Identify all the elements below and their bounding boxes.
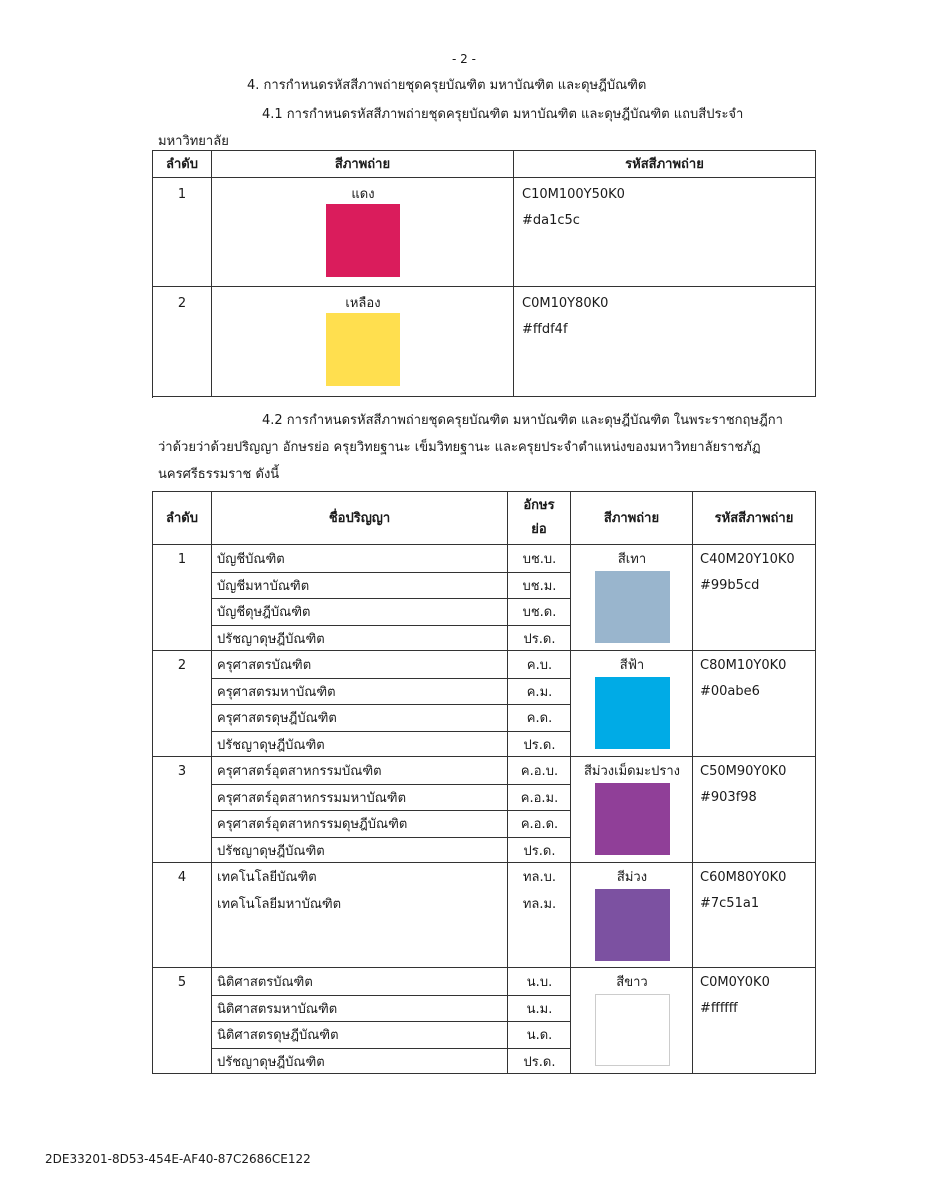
university-color-table bbox=[152, 150, 816, 398]
abbr-divider bbox=[508, 625, 571, 626]
header-no: ลำดับ bbox=[153, 492, 212, 545]
row-number: 5 bbox=[153, 968, 212, 1074]
color-cell bbox=[571, 863, 693, 968]
degree-divider bbox=[212, 704, 508, 705]
color-swatch bbox=[326, 313, 400, 386]
degree-name: ปรัชญาดุษฎีบัณฑิต bbox=[217, 843, 325, 859]
degree-abbr: ปร.ด. bbox=[523, 631, 556, 647]
color-name: เหลือง bbox=[345, 296, 381, 311]
degree-abbr: ค.ด. bbox=[526, 711, 553, 726]
degree-abbr: น.ม. bbox=[526, 1001, 553, 1017]
abbr-divider bbox=[508, 704, 571, 705]
degree-abbr: น.ด. bbox=[526, 1028, 553, 1043]
color-cell bbox=[212, 287, 514, 397]
subsection-4-2-line3: นครศรีธรรมราช ดังนี้ bbox=[158, 467, 280, 482]
row-number: 1 bbox=[153, 545, 212, 651]
cmyk-code: C0M10Y80K0 bbox=[522, 296, 609, 311]
degree-name: ปรัชญาดุษฎีบัณฑิต bbox=[217, 1054, 325, 1070]
degree-divider bbox=[212, 1021, 508, 1022]
cmyk-code: C40M20Y10K0 bbox=[700, 552, 795, 567]
color-swatch bbox=[595, 571, 670, 643]
abbr-divider bbox=[508, 598, 571, 599]
degree-cell bbox=[212, 545, 508, 651]
abbr-divider bbox=[508, 784, 571, 785]
degree-name: ครุศาสตรมหาบัณฑิต bbox=[217, 684, 336, 700]
hex-code: #99b5cd bbox=[700, 578, 760, 593]
degree-abbr: ปร.ด. bbox=[523, 1054, 556, 1070]
header-no: ลำดับ bbox=[153, 151, 212, 178]
degree-name: เทคโนโลยีมหาบัณฑิต bbox=[217, 896, 342, 912]
degree-divider bbox=[212, 731, 508, 732]
degree-name: บัญชีบัณฑิต bbox=[217, 552, 285, 567]
cmyk-code: C60M80Y0K0 bbox=[700, 870, 787, 885]
abbr-divider bbox=[508, 572, 571, 573]
code-cell bbox=[693, 863, 816, 968]
degree-abbr: ปร.ด. bbox=[523, 843, 556, 859]
code-cell bbox=[693, 968, 816, 1074]
degree-divider bbox=[212, 810, 508, 811]
color-swatch bbox=[326, 204, 400, 277]
color-name: สีม่วง bbox=[616, 870, 648, 885]
header-color: สีภาพถ่าย bbox=[571, 492, 693, 545]
degree-divider bbox=[212, 598, 508, 599]
degree-name: ครุศาสตร์อุตสาหกรรมมหาบัณฑิต bbox=[217, 790, 407, 806]
hex-code: #903f98 bbox=[700, 790, 757, 805]
abbr-cell bbox=[508, 863, 571, 968]
abbr-divider bbox=[508, 837, 571, 838]
degree-divider bbox=[212, 837, 508, 838]
degree-name: นิติศาสตรบัณฑิต bbox=[217, 975, 313, 990]
degree-name: บัญชีมหาบัณฑิต bbox=[217, 578, 310, 594]
subsection-4-2-line2: ว่าด้วยว่าด้วยปริญญา อักษรย่อ ครุยวิทยฐานะ เข็มวิทยฐานะ และครุยประจำตำแหน่งของมหาวิทยาลัยราชภัฏ bbox=[158, 440, 761, 455]
abbr-divider bbox=[508, 1021, 571, 1022]
cmyk-code: C80M10Y0K0 bbox=[700, 658, 787, 673]
abbr-cell bbox=[508, 757, 571, 863]
header-abbr bbox=[508, 492, 571, 545]
degree-name: ปรัชญาดุษฎีบัณฑิต bbox=[217, 737, 325, 753]
cmyk-code: C0M0Y0K0 bbox=[700, 975, 770, 990]
degree-abbr: น.บ. bbox=[526, 975, 553, 990]
degree-abbr: บช.ม. bbox=[522, 578, 557, 594]
row-number: 2 bbox=[153, 651, 212, 757]
degree-color-table bbox=[152, 491, 816, 1074]
degree-name: เทคโนโลยีบัณฑิต bbox=[217, 870, 317, 885]
header-code: รหัสสีภาพถ่าย bbox=[693, 492, 816, 545]
color-name: แดง bbox=[351, 187, 375, 202]
degree-abbr: บช.บ. bbox=[522, 552, 557, 567]
hex-code: #ffdf4f bbox=[522, 322, 568, 337]
code-cell bbox=[693, 651, 816, 757]
degree-name: ครุศาสตรดุษฎีบัณฑิต bbox=[217, 711, 337, 726]
degree-abbr: ทล.บ. bbox=[522, 870, 557, 885]
degree-abbr: ค.บ. bbox=[526, 658, 553, 673]
hex-code: #ffffff bbox=[700, 1001, 738, 1016]
section-heading: 4. การกำหนดรหัสสีภาพถ่ายชุดครุยบัณฑิต มหาบัณฑิต และดุษฎีบัณฑิต bbox=[247, 78, 647, 93]
hex-code: #00abe6 bbox=[700, 684, 760, 699]
color-cell bbox=[571, 545, 693, 651]
abbr-divider bbox=[508, 678, 571, 679]
subsection-4-2-line1: 4.2 การกำหนดรหัสสีภาพถ่ายชุดครุยบัณฑิต มหาบัณฑิต และดุษฎีบัณฑิต ในพระราชกฤษฎีกา bbox=[262, 413, 783, 428]
degree-cell bbox=[212, 757, 508, 863]
degree-divider bbox=[212, 625, 508, 626]
code-cell bbox=[693, 757, 816, 863]
degree-abbr: ค.ม. bbox=[526, 684, 553, 700]
row-number: 3 bbox=[153, 757, 212, 863]
degree-abbr: ทล.ม. bbox=[522, 896, 557, 912]
degree-name: ครุศาสตร์อุตสาหกรรมบัณฑิต bbox=[217, 764, 382, 779]
degree-abbr: ค.อ.ม. bbox=[520, 790, 559, 806]
abbr-divider bbox=[508, 731, 571, 732]
cmyk-code: C10M100Y50K0 bbox=[522, 187, 625, 202]
degree-name: ครุศาสตร์อุตสาหกรรมดุษฎีบัณฑิต bbox=[217, 817, 408, 832]
abbr-divider bbox=[508, 995, 571, 996]
code-cell bbox=[514, 178, 816, 287]
color-swatch bbox=[595, 994, 670, 1066]
abbr-divider bbox=[508, 810, 571, 811]
degree-cell bbox=[212, 968, 508, 1074]
subsection-4-1-line1: 4.1 การกำหนดรหัสสีภาพถ่ายชุดครุยบัณฑิต มหาบัณฑิต และดุษฎีบัณฑิต แถบสีประจำ bbox=[262, 107, 744, 122]
abbr-cell bbox=[508, 545, 571, 651]
degree-name: บัญชีดุษฎีบัณฑิต bbox=[217, 605, 311, 620]
degree-abbr: ค.อ.ด. bbox=[520, 817, 559, 832]
subsection-4-1-line2: มหาวิทยาลัย bbox=[158, 134, 229, 149]
degree-divider bbox=[212, 572, 508, 573]
degree-name: ครุศาสตรบัณฑิต bbox=[217, 658, 312, 673]
color-name: สีฟ้า bbox=[619, 658, 645, 673]
cmyk-code: C50M90Y0K0 bbox=[700, 764, 787, 779]
row-number: 4 bbox=[153, 863, 212, 968]
header-degree: ชื่อปริญญา bbox=[212, 492, 508, 545]
degree-divider bbox=[212, 1048, 508, 1049]
degree-abbr: ปร.ด. bbox=[523, 737, 556, 753]
color-swatch bbox=[595, 783, 670, 855]
color-cell bbox=[571, 757, 693, 863]
color-name: สีม่วงเม็ดมะปราง bbox=[583, 764, 681, 779]
color-swatch bbox=[595, 677, 670, 749]
page-number: - 2 - bbox=[452, 52, 476, 66]
abbr-cell bbox=[508, 968, 571, 1074]
degree-divider bbox=[212, 995, 508, 996]
degree-name: ปรัชญาดุษฎีบัณฑิต bbox=[217, 631, 325, 647]
color-cell bbox=[571, 651, 693, 757]
code-cell bbox=[693, 545, 816, 651]
row-number: 1 bbox=[153, 178, 212, 287]
hex-code: #7c51a1 bbox=[700, 896, 760, 911]
degree-divider bbox=[212, 678, 508, 679]
hex-code: #da1c5c bbox=[522, 213, 580, 228]
header-abbr-line1: อักษร bbox=[523, 498, 555, 513]
degree-divider bbox=[212, 784, 508, 785]
degree-cell bbox=[212, 863, 508, 968]
header-code: รหัสสีภาพถ่าย bbox=[514, 151, 816, 178]
code-cell bbox=[514, 287, 816, 397]
degree-cell bbox=[212, 651, 508, 757]
abbr-cell bbox=[508, 651, 571, 757]
color-name: สีขาว bbox=[616, 975, 648, 990]
degree-abbr: ค.อ.บ. bbox=[520, 764, 559, 779]
abbr-divider bbox=[508, 1048, 571, 1049]
degree-abbr: บช.ด. bbox=[522, 605, 557, 620]
color-swatch bbox=[595, 889, 670, 961]
color-cell bbox=[571, 968, 693, 1074]
color-cell bbox=[212, 178, 514, 287]
document-id: 2DE33201-8D53-454E-AF40-87C2686CE122 bbox=[45, 1152, 311, 1166]
row-number: 2 bbox=[153, 287, 212, 397]
header-abbr-line2: ย่อ bbox=[531, 522, 547, 537]
degree-name: นิติศาสตรดุษฎีบัณฑิต bbox=[217, 1028, 339, 1043]
degree-name: นิติศาสตรมหาบัณฑิต bbox=[217, 1001, 338, 1017]
color-name: สีเทา bbox=[617, 552, 647, 567]
header-color: สีภาพถ่าย bbox=[212, 151, 514, 178]
